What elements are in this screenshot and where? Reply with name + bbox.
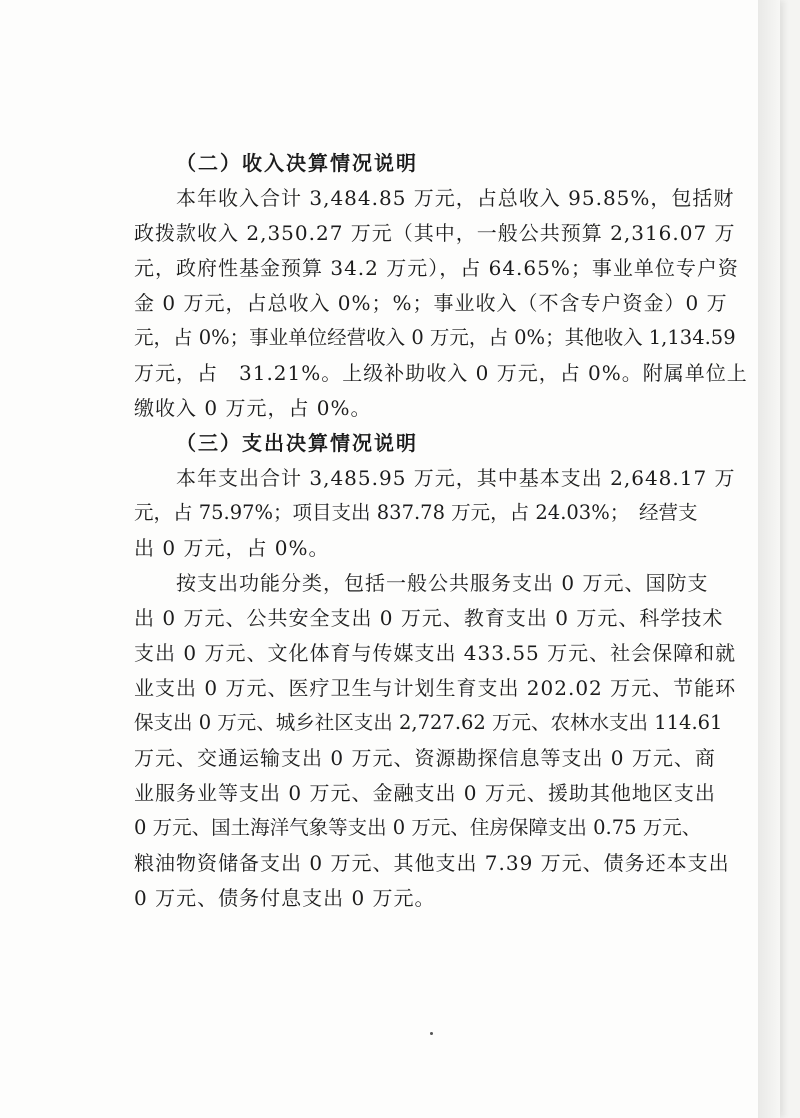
paragraph-line: 本年支出合计 3,485.95 万元，其中基本支出 2,648.17 万: [176, 466, 736, 490]
paragraph-line: 出 0 万元，占 0%。: [134, 536, 330, 560]
paragraph-line: 出 0 万元、公共安全支出 0 万元、教育支出 0 万元、科学技术: [134, 606, 724, 630]
paragraph-line: 元，占 0%；事业单位经营收入 0 万元，占 0%；其他收入 1,134.59: [134, 326, 736, 349]
paragraph-line: 粮油物资储备支出 0 万元、其他支出 7.39 万元、债务还本支出: [134, 851, 730, 875]
scan-speck: [430, 1032, 433, 1035]
paragraph-line: 元，占 75.97%；项目支出 837.78 万元，占 24.03%； 经营支: [134, 501, 698, 524]
paragraph-line: 按支出功能分类，包括一般公共服务支出 0 万元、国防支: [176, 571, 709, 595]
paragraph-line: 万元，占 31.21%。上级补助收入 0 万元，占 0%。附属单位上: [134, 361, 748, 385]
paragraph-line: 缴收入 0 万元，占 0%。: [134, 396, 372, 420]
page-edge: [758, 0, 780, 1118]
paragraph-line: 金 0 万元，占总收入 0%；%；事业收入（不含专户资金）0 万: [134, 291, 728, 315]
paragraph-line: 业支出 0 万元、医疗卫生与计划生育支出 202.02 万元、节能环: [134, 676, 737, 700]
section-heading-income: （二）收入决算情况说明: [176, 151, 418, 175]
paragraph-line: 万元、交通运输支出 0 万元、资源勘探信息等支出 0 万元、商: [134, 746, 716, 770]
paragraph-line: 保支出 0 万元、城乡社区支出 2,727.62 万元、农林水支出 114.61: [134, 711, 723, 734]
paragraph-line: 元，政府性基金预算 34.2 万元），占 64.65%；事业单位专户资: [134, 256, 739, 280]
paragraph-line: 支出 0 万元、文化体育与传媒支出 433.55 万元、社会保障和就: [134, 641, 737, 665]
paragraph-line: 业服务业等支出 0 万元、金融支出 0 万元、援助其他地区支出: [134, 781, 716, 805]
paragraph-line: 政拨款收入 2,350.27 万元（其中，一般公共预算 2,316.07 万: [134, 221, 736, 245]
paragraph-line: 0 万元、国土海洋气象等支出 0 万元、住房保障支出 0.75 万元、: [134, 816, 702, 839]
paragraph-line: 0 万元、债务付息支出 0 万元。: [134, 886, 436, 910]
paragraph-line: 本年收入合计 3,484.85 万元，占总收入 95.85%，包括财: [176, 186, 735, 210]
section-heading-expenditure: （三）支出决算情况说明: [176, 431, 418, 455]
